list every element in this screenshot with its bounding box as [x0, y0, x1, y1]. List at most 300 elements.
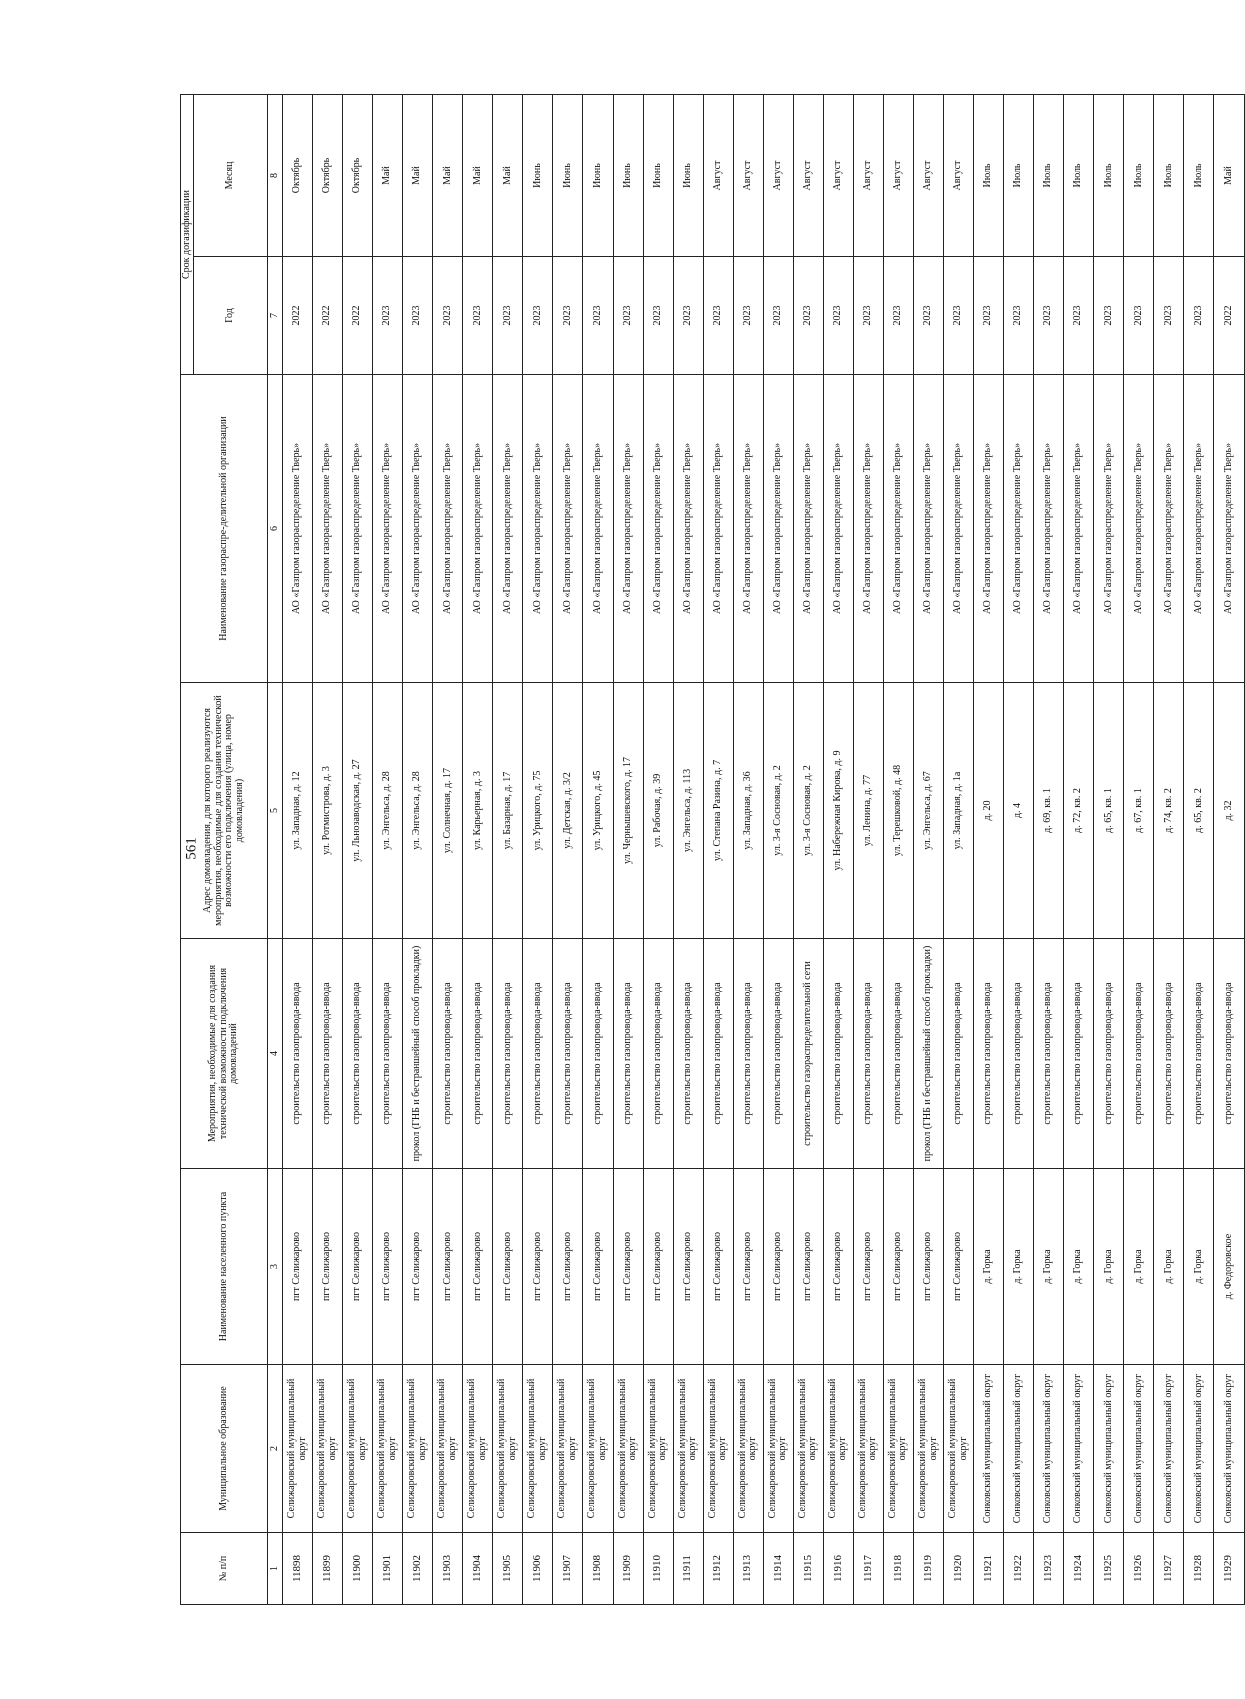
cell-year: 2022: [343, 257, 373, 375]
cell-municipality: Селижаровский муниципальный округ: [823, 1365, 853, 1533]
cell-month: Август: [883, 95, 913, 257]
cell-address: ул. Энгельса, д. 113: [673, 683, 703, 939]
table-row: [733, 95, 763, 1605]
cell-month: Август: [913, 95, 943, 257]
cell-org: АО «Газпром газораспределение Тверь»: [703, 375, 733, 683]
table-row: [433, 95, 463, 1605]
cell-address: д. 72, кв. 2: [1064, 683, 1094, 939]
table-row: [1214, 95, 1244, 1605]
cell-year: 2023: [703, 257, 733, 375]
cell-address: ул. 3-я Сосновая, д. 2: [763, 683, 793, 939]
table-row: [1094, 95, 1124, 1605]
cell-year: 2023: [763, 257, 793, 375]
header-deadline: Срок догазификации: [181, 95, 194, 375]
table-row: [583, 95, 613, 1605]
cell-year: 2023: [733, 257, 763, 375]
cell-measures: строительство газораспределительной сети: [793, 939, 823, 1169]
cell-municipality: Селижаровский муниципальный округ: [913, 1365, 943, 1533]
cell-num: 11918: [883, 1533, 913, 1605]
cell-municipality: Селижаровский муниципальный округ: [733, 1365, 763, 1533]
cell-measures: строительство газопровода-ввода: [1094, 939, 1124, 1169]
cell-measures: строительство газопровода-ввода: [463, 939, 493, 1169]
cell-num: 11925: [1094, 1533, 1124, 1605]
cell-month: Июнь: [523, 95, 553, 257]
cell-month: Октябрь: [313, 95, 343, 257]
cell-settlement: д. Горка: [1094, 1169, 1124, 1365]
cell-municipality: Сонковский муниципальный округ: [1214, 1365, 1244, 1533]
cell-settlement: пгт Селижарово: [373, 1169, 403, 1365]
cell-year: 2023: [823, 257, 853, 375]
cell-year: 2023: [403, 257, 433, 375]
cell-month: Июль: [1004, 95, 1034, 257]
cell-num: 11904: [463, 1533, 493, 1605]
cell-org: АО «Газпром газораспределение Тверь»: [643, 375, 673, 683]
cell-measures: строительство газопровода-ввода: [643, 939, 673, 1169]
cell-year: 2022: [283, 257, 313, 375]
cell-month: Май: [373, 95, 403, 257]
cell-settlement: пгт Селижарово: [703, 1169, 733, 1365]
cell-address: ул. Терешковой, д. 48: [883, 683, 913, 939]
cell-num: 11912: [703, 1533, 733, 1605]
cell-num: 11924: [1064, 1533, 1094, 1605]
table-row: [1154, 95, 1184, 1605]
page-number: 561: [183, 837, 200, 860]
cell-num: 11908: [583, 1533, 613, 1605]
cell-org: АО «Газпром газораспределение Тверь»: [853, 375, 883, 683]
cell-num: 11919: [913, 1533, 943, 1605]
cell-address: ул. Чернышевского, д. 17: [613, 683, 643, 939]
cell-settlement: пгт Селижарово: [763, 1169, 793, 1365]
cell-address: д. 4: [1004, 683, 1034, 939]
cell-measures: строительство газопровода-ввода: [343, 939, 373, 1169]
cell-address: ул. 3-я Сосновая, д. 2: [793, 683, 823, 939]
cell-measures: строительство газопровода-ввода: [763, 939, 793, 1169]
header-month: Месяц: [194, 95, 268, 257]
cell-num: 11927: [1154, 1533, 1184, 1605]
cell-num: 11914: [763, 1533, 793, 1605]
cell-address: д. 65, кв. 2: [1184, 683, 1214, 939]
cell-settlement: пгт Селижарово: [343, 1169, 373, 1365]
cell-month: Август: [823, 95, 853, 257]
cell-settlement: пгт Селижарово: [523, 1169, 553, 1365]
cell-org: АО «Газпром газораспределение Тверь»: [673, 375, 703, 683]
cell-municipality: Селижаровский муниципальный округ: [583, 1365, 613, 1533]
cell-measures: строительство газопровода-ввода: [1004, 939, 1034, 1169]
cell-num: 11920: [944, 1533, 974, 1605]
header-index-row: [268, 95, 283, 1605]
cell-month: Июнь: [673, 95, 703, 257]
cell-month: Август: [793, 95, 823, 257]
cell-settlement: пгт Селижарово: [313, 1169, 343, 1365]
cell-month: Август: [853, 95, 883, 257]
gasification-table: [180, 94, 1245, 1605]
cell-year: 2023: [1184, 257, 1214, 375]
cell-address: ул. Детская, д. 3/2: [553, 683, 583, 939]
cell-measures: строительство газопровода-ввода: [1214, 939, 1244, 1169]
cell-municipality: Сонковский муниципальный округ: [1184, 1365, 1214, 1533]
cell-address: д. 65, кв. 1: [1094, 683, 1124, 939]
cell-year: 2023: [433, 257, 463, 375]
cell-measures: строительство газопровода-ввода: [283, 939, 313, 1169]
cell-municipality: Селижаровский муниципальный округ: [883, 1365, 913, 1533]
cell-org: АО «Газпром газораспределение Тверь»: [974, 375, 1004, 683]
cell-year: 2023: [974, 257, 1004, 375]
index-cell: 3: [268, 1169, 283, 1365]
cell-municipality: Сонковский муниципальный округ: [1034, 1365, 1064, 1533]
cell-org: АО «Газпром газораспределение Тверь»: [553, 375, 583, 683]
cell-month: Июль: [1034, 95, 1064, 257]
cell-num: 11926: [1124, 1533, 1154, 1605]
cell-measures: строительство газопровода-ввода: [583, 939, 613, 1169]
cell-year: 2023: [373, 257, 403, 375]
cell-address: ул. Льнозаводская, д. 27: [343, 683, 373, 939]
cell-settlement: д. Горка: [1154, 1169, 1184, 1365]
cell-year: 2023: [883, 257, 913, 375]
cell-org: АО «Газпром газораспределение Тверь»: [733, 375, 763, 683]
cell-org: АО «Газпром газораспределение Тверь»: [1094, 375, 1124, 683]
cell-month: Август: [733, 95, 763, 257]
cell-year: 2023: [673, 257, 703, 375]
cell-address: ул. Урицкого, д. 75: [523, 683, 553, 939]
table-row: [493, 95, 523, 1605]
cell-address: ул. Карьерная, д. 3: [463, 683, 493, 939]
cell-year: 2023: [493, 257, 523, 375]
cell-measures: строительство газопровода-ввода: [1034, 939, 1064, 1169]
cell-num: 11906: [523, 1533, 553, 1605]
cell-org: АО «Газпром газораспределение Тверь»: [283, 375, 313, 683]
cell-municipality: Селижаровский муниципальный округ: [313, 1365, 343, 1533]
cell-org: АО «Газпром газораспределение Тверь»: [1214, 375, 1244, 683]
cell-address: д. 32: [1214, 683, 1244, 939]
cell-municipality: Сонковский муниципальный округ: [1094, 1365, 1124, 1533]
cell-year: 2023: [853, 257, 883, 375]
cell-org: АО «Газпром газораспределение Тверь»: [763, 375, 793, 683]
cell-settlement: пгт Селижарово: [883, 1169, 913, 1365]
cell-measures: строительство газопровода-ввода: [1124, 939, 1154, 1169]
cell-municipality: Сонковский муниципальный округ: [1064, 1365, 1094, 1533]
table-row: [883, 95, 913, 1605]
cell-measures: строительство газопровода-ввода: [853, 939, 883, 1169]
table-row: [403, 95, 433, 1605]
cell-measures: строительство газопровода-ввода: [944, 939, 974, 1169]
cell-municipality: Селижаровский муниципальный округ: [613, 1365, 643, 1533]
cell-org: АО «Газпром газораспределение Тверь»: [493, 375, 523, 683]
cell-month: Июль: [974, 95, 1004, 257]
cell-address: ул. Западная, д. 36: [733, 683, 763, 939]
cell-municipality: Селижаровский муниципальный округ: [403, 1365, 433, 1533]
cell-num: 11928: [1184, 1533, 1214, 1605]
cell-num: 11910: [643, 1533, 673, 1605]
cell-settlement: пгт Селижарово: [283, 1169, 313, 1365]
cell-org: АО «Газпром газораспределение Тверь»: [1124, 375, 1154, 683]
cell-org: АО «Газпром газораспределение Тверь»: [403, 375, 433, 683]
cell-org: АО «Газпром газораспределение Тверь»: [1034, 375, 1064, 683]
cell-settlement: пгт Селижарово: [944, 1169, 974, 1365]
cell-num: 11913: [733, 1533, 763, 1605]
cell-num: 11916: [823, 1533, 853, 1605]
cell-settlement: д. Федоровское: [1214, 1169, 1244, 1365]
cell-month: Июль: [1064, 95, 1094, 257]
table-row: [1034, 95, 1064, 1605]
cell-year: 2023: [553, 257, 583, 375]
cell-org: АО «Газпром газораспределение Тверь»: [583, 375, 613, 683]
table-row: [1184, 95, 1214, 1605]
cell-month: Август: [763, 95, 793, 257]
table-row: [1124, 95, 1154, 1605]
header-municipality: Муниципальное образование: [181, 1365, 268, 1533]
cell-settlement: пгт Селижарово: [613, 1169, 643, 1365]
cell-municipality: Селижаровский муниципальный округ: [703, 1365, 733, 1533]
cell-year: 2023: [613, 257, 643, 375]
header-row: [181, 95, 194, 1605]
cell-address: д. 69, кв. 1: [1034, 683, 1064, 939]
cell-measures: прокол (ГНБ и бестраншейный способ прокладки): [403, 939, 433, 1169]
table-row: [703, 95, 733, 1605]
cell-settlement: пгт Селижарово: [553, 1169, 583, 1365]
cell-settlement: пгт Селижарово: [403, 1169, 433, 1365]
cell-org: АО «Газпром газораспределение Тверь»: [944, 375, 974, 683]
cell-measures: строительство газопровода-ввода: [433, 939, 463, 1169]
cell-year: 2023: [913, 257, 943, 375]
cell-settlement: д. Горка: [1004, 1169, 1034, 1365]
cell-month: Май: [403, 95, 433, 257]
cell-address: ул. Ленина, д. 77: [853, 683, 883, 939]
cell-address: ул. Ротмистрова, д. 3: [313, 683, 343, 939]
cell-measures: строительство газопровода-ввода: [313, 939, 343, 1169]
cell-month: Май: [433, 95, 463, 257]
cell-month: Июль: [1154, 95, 1184, 257]
cell-address: ул. Набережная Кирова, д. 9: [823, 683, 853, 939]
cell-address: ул. Степана Разина, д. 7: [703, 683, 733, 939]
cell-month: Июнь: [583, 95, 613, 257]
cell-year: 2023: [1094, 257, 1124, 375]
cell-address: д. 74, кв. 2: [1154, 683, 1184, 939]
table-row: [283, 95, 313, 1605]
cell-year: 2022: [313, 257, 343, 375]
cell-measures: строительство газопровода-ввода: [613, 939, 643, 1169]
cell-year: 2023: [1154, 257, 1184, 375]
cell-municipality: Селижаровский муниципальный округ: [283, 1365, 313, 1533]
cell-num: 11900: [343, 1533, 373, 1605]
cell-num: 11899: [313, 1533, 343, 1605]
cell-org: АО «Газпром газораспределение Тверь»: [1004, 375, 1034, 683]
index-cell: 4: [268, 939, 283, 1169]
cell-settlement: д. Горка: [974, 1169, 1004, 1365]
cell-measures: строительство газопровода-ввода: [1184, 939, 1214, 1169]
cell-num: 11922: [1004, 1533, 1034, 1605]
cell-org: АО «Газпром газораспределение Тверь»: [343, 375, 373, 683]
header-num: № п/п: [181, 1533, 268, 1605]
cell-num: 11903: [433, 1533, 463, 1605]
cell-num: 11923: [1034, 1533, 1064, 1605]
cell-measures: строительство газопровода-ввода: [883, 939, 913, 1169]
cell-org: АО «Газпром газораспределение Тверь»: [433, 375, 463, 683]
cell-municipality: Сонковский муниципальный округ: [1154, 1365, 1184, 1533]
cell-settlement: д. Горка: [1184, 1169, 1214, 1365]
cell-year: 2023: [944, 257, 974, 375]
cell-municipality: Селижаровский муниципальный округ: [643, 1365, 673, 1533]
cell-month: Май: [463, 95, 493, 257]
header-address: Адрес домовладения, для которого реализуются мероприятия, необходимые для создания технической возможности его подключения (улица, номер домовладения): [181, 683, 268, 939]
cell-address: д. 67, кв. 1: [1124, 683, 1154, 939]
cell-month: Октябрь: [343, 95, 373, 257]
cell-municipality: Селижаровский муниципальный округ: [763, 1365, 793, 1533]
table-row: [673, 95, 703, 1605]
cell-municipality: Селижаровский муниципальный округ: [373, 1365, 403, 1533]
cell-year: 2023: [1004, 257, 1034, 375]
cell-municipality: Сонковский муниципальный округ: [974, 1365, 1004, 1533]
cell-address: ул. Энгельса, д. 28: [403, 683, 433, 939]
cell-address: ул. Западная, д. 12: [283, 683, 313, 939]
cell-settlement: пгт Селижарово: [433, 1169, 463, 1365]
table-row: [1004, 95, 1034, 1605]
cell-measures: строительство газопровода-ввода: [553, 939, 583, 1169]
table-row: [553, 95, 583, 1605]
cell-municipality: Селижаровский муниципальный округ: [553, 1365, 583, 1533]
cell-measures: строительство газопровода-ввода: [373, 939, 403, 1169]
header-year: Год: [194, 257, 268, 375]
cell-year: 2023: [583, 257, 613, 375]
table-row: [343, 95, 373, 1605]
cell-year: 2022: [1214, 257, 1244, 375]
cell-municipality: Сонковский муниципальный округ: [1124, 1365, 1154, 1533]
cell-municipality: Селижаровский муниципальный округ: [433, 1365, 463, 1533]
cell-num: 11921: [974, 1533, 1004, 1605]
table-row: [823, 95, 853, 1605]
cell-municipality: Селижаровский муниципальный округ: [523, 1365, 553, 1533]
cell-org: АО «Газпром газораспределение Тверь»: [373, 375, 403, 683]
header-measures: Мероприятия, необходимые для создания технической возможности подключения домовладений: [181, 939, 268, 1169]
cell-settlement: д. Горка: [1034, 1169, 1064, 1365]
table-row: [313, 95, 343, 1605]
cell-month: Май: [493, 95, 523, 257]
cell-num: 11901: [373, 1533, 403, 1605]
cell-year: 2023: [1034, 257, 1064, 375]
cell-num: 11917: [853, 1533, 883, 1605]
header-org: Наименование газораспре-делительной организации: [181, 375, 268, 683]
cell-year: 2023: [463, 257, 493, 375]
rotated-document-table: [180, 95, 1235, 1605]
cell-month: Август: [944, 95, 974, 257]
cell-year: 2023: [1124, 257, 1154, 375]
cell-month: Июль: [1094, 95, 1124, 257]
cell-num: 11911: [673, 1533, 703, 1605]
table-body: [283, 95, 1245, 1605]
index-cell: 2: [268, 1365, 283, 1533]
cell-month: Июнь: [553, 95, 583, 257]
cell-org: АО «Газпром газораспределение Тверь»: [1064, 375, 1094, 683]
cell-address: ул. Рабочая, д. 39: [643, 683, 673, 939]
index-cell: 1: [268, 1533, 283, 1605]
cell-year: 2023: [1064, 257, 1094, 375]
cell-year: 2023: [643, 257, 673, 375]
cell-municipality: Селижаровский муниципальный округ: [944, 1365, 974, 1533]
cell-settlement: пгт Селижарово: [913, 1169, 943, 1365]
cell-measures: строительство газопровода-ввода: [733, 939, 763, 1169]
cell-measures: прокол (ГНБ и бестраншейный способ прокладки): [913, 939, 943, 1169]
cell-settlement: пгт Селижарово: [823, 1169, 853, 1365]
cell-address: ул. Западная, д. 1а: [944, 683, 974, 939]
cell-year: 2023: [793, 257, 823, 375]
cell-address: ул. Энгельса, д. 67: [913, 683, 943, 939]
header-settlement: Наименование населенного пункта: [181, 1169, 268, 1365]
cell-settlement: д. Горка: [1124, 1169, 1154, 1365]
table-row: [853, 95, 883, 1605]
cell-measures: строительство газопровода-ввода: [493, 939, 523, 1169]
cell-municipality: Селижаровский муниципальный округ: [463, 1365, 493, 1533]
cell-org: АО «Газпром газораспределение Тверь»: [793, 375, 823, 683]
cell-municipality: Селижаровский муниципальный округ: [343, 1365, 373, 1533]
cell-year: 2023: [523, 257, 553, 375]
cell-measures: строительство газопровода-ввода: [523, 939, 553, 1169]
cell-measures: строительство газопровода-ввода: [1154, 939, 1184, 1169]
cell-org: АО «Газпром газораспределение Тверь»: [313, 375, 343, 683]
cell-municipality: Селижаровский муниципальный округ: [673, 1365, 703, 1533]
cell-address: ул. Базарная, д. 17: [493, 683, 523, 939]
cell-org: АО «Газпром газораспределение Тверь»: [883, 375, 913, 683]
cell-org: АО «Газпром газораспределение Тверь»: [613, 375, 643, 683]
cell-measures: строительство газопровода-ввода: [974, 939, 1004, 1169]
table-row: [913, 95, 943, 1605]
cell-org: АО «Газпром газораспределение Тверь»: [913, 375, 943, 683]
table-row: [1064, 95, 1094, 1605]
table-row: [793, 95, 823, 1605]
cell-settlement: пгт Селижарово: [673, 1169, 703, 1365]
table-row: [974, 95, 1004, 1605]
cell-month: Июль: [1184, 95, 1214, 257]
cell-address: ул. Энгельса, д. 28: [373, 683, 403, 939]
cell-municipality: Селижаровский муниципальный округ: [793, 1365, 823, 1533]
table-row: [643, 95, 673, 1605]
cell-settlement: д. Горка: [1064, 1169, 1094, 1365]
cell-municipality: Сонковский муниципальный округ: [1004, 1365, 1034, 1533]
cell-month: Июнь: [613, 95, 643, 257]
cell-month: Май: [1214, 95, 1244, 257]
table-row: [944, 95, 974, 1605]
table-row: [523, 95, 553, 1605]
index-cell: 7: [268, 257, 283, 375]
cell-month: Июнь: [643, 95, 673, 257]
cell-measures: строительство газопровода-ввода: [703, 939, 733, 1169]
cell-num: 11898: [283, 1533, 313, 1605]
cell-measures: строительство газопровода-ввода: [1064, 939, 1094, 1169]
cell-measures: строительство газопровода-ввода: [673, 939, 703, 1169]
index-cell: 5: [268, 683, 283, 939]
cell-measures: строительство газопровода-ввода: [823, 939, 853, 1169]
cell-settlement: пгт Селижарово: [493, 1169, 523, 1365]
cell-month: Октябрь: [283, 95, 313, 257]
cell-municipality: Селижаровский муниципальный округ: [493, 1365, 523, 1533]
cell-org: АО «Газпром газораспределение Тверь»: [463, 375, 493, 683]
cell-municipality: Селижаровский муниципальный округ: [853, 1365, 883, 1533]
table-row: [463, 95, 493, 1605]
cell-org: АО «Газпром газораспределение Тверь»: [523, 375, 553, 683]
index-cell: 8: [268, 95, 283, 257]
cell-address: д. 20: [974, 683, 1004, 939]
cell-settlement: пгт Селижарово: [643, 1169, 673, 1365]
cell-settlement: пгт Селижарово: [463, 1169, 493, 1365]
cell-settlement: пгт Селижарово: [733, 1169, 763, 1365]
cell-month: Август: [703, 95, 733, 257]
cell-num: 11915: [793, 1533, 823, 1605]
cell-org: АО «Газпром газораспределение Тверь»: [823, 375, 853, 683]
table-row: [613, 95, 643, 1605]
cell-settlement: пгт Селижарово: [853, 1169, 883, 1365]
cell-month: Июль: [1124, 95, 1154, 257]
cell-settlement: пгт Селижарово: [793, 1169, 823, 1365]
cell-num: 11929: [1214, 1533, 1244, 1605]
cell-address: ул. Солнечная, д. 17: [433, 683, 463, 939]
